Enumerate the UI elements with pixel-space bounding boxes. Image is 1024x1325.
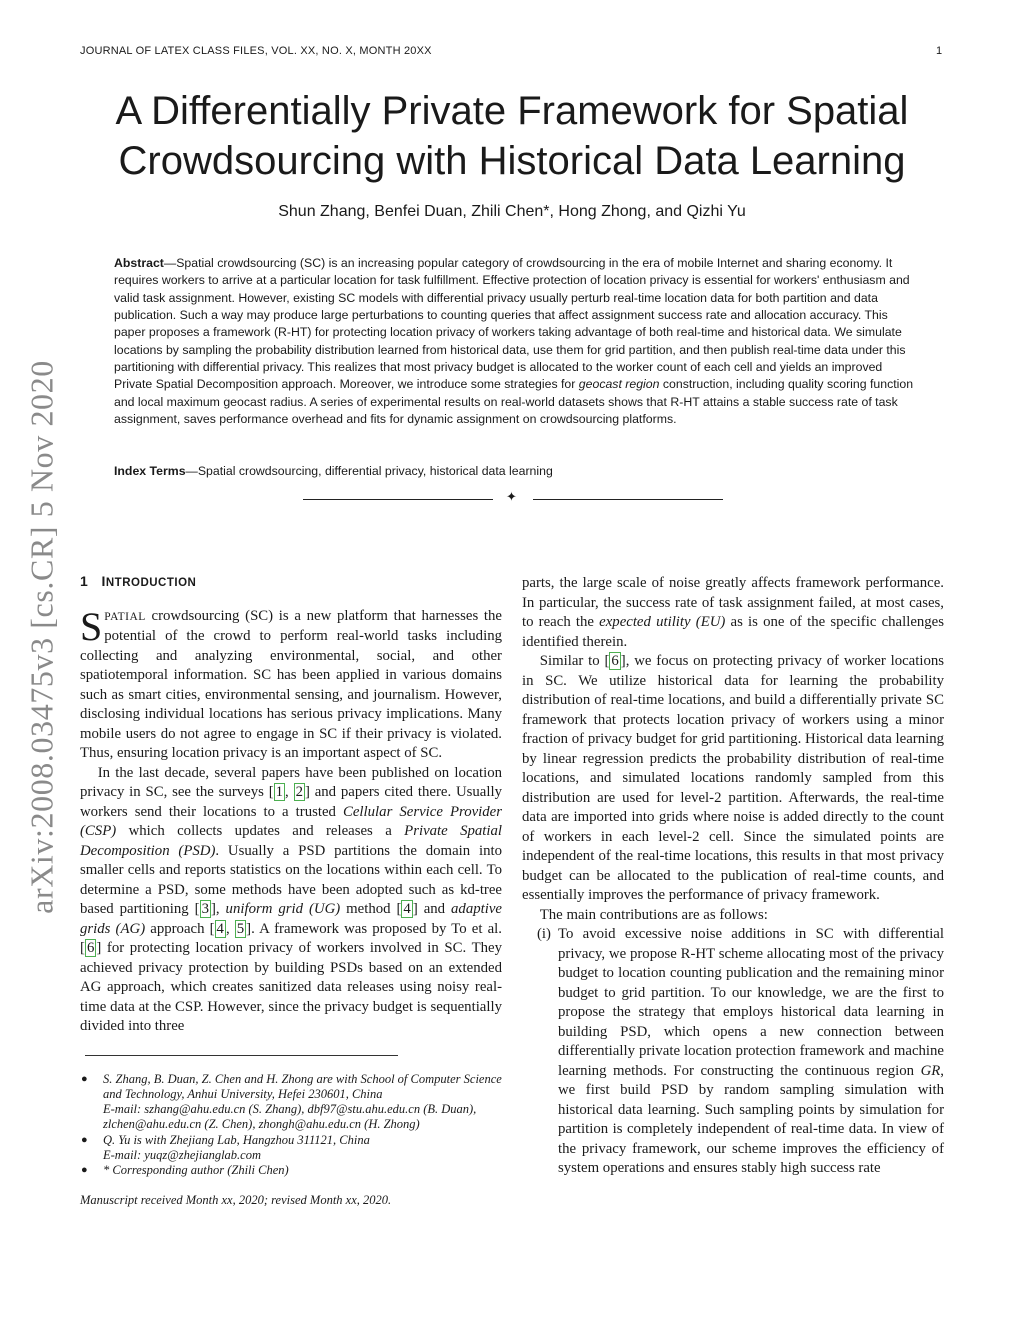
abstract-text-end: construction, including quality scoring function and local maximum geocast radius. A series of experimental results on real-world datasets shows that R-HT attains a stable success rate of task assignment, saves performance overhead and fits for dynamic assignment on crowdsourcing platforms. <box>114 377 914 427</box>
text-span: as is one of the specific challenges identified therein. <box>522 614 945 650</box>
text-span: , we focus on protecting privacy of worker locations in SC. We utilize historical data for learning the probability distribution of real-time locations, and build a differentially private SC framework that protects location privacy of workers using a minor fraction of privacy budget for grid partitioning. Historical data learning by linear regression predicts the probability distribution of real-time locations, and simulated locations randomly sampled from this distribution are used for level-2 partition. Afterwards, the real-time data are imported into grids where noise is added directly to the count of workers in each level-2 cell. Since the simulated points are independent of the real-time locations, this results in that most privacy budget can be allocated to the publication of real-time counts, and essentially improves the performance of privacy framework. <box>522 653 945 903</box>
text-span: and papers cited there. Usually workers send their locations to a trusted <box>80 784 502 820</box>
footnote-text: * Corresponding author (Zhili Chen) <box>103 1163 289 1178</box>
section-divider <box>303 489 723 504</box>
section-title-initial: I <box>101 573 106 589</box>
footnote-text: Q. Yu is with Zhejiang Lab, Hangzhou 311121, China <box>103 1132 370 1147</box>
intro-smallcaps: PATIAL <box>104 610 146 623</box>
term-eu: expected utility (EU) <box>599 614 726 630</box>
citation-link[interactable]: 5 <box>236 920 245 937</box>
authors: Shun Zhang, Benfei Duan, Zhili Chen*, Hong Zhong, and Qizhi Yu <box>278 203 746 220</box>
left-column <box>80 572 502 1208</box>
section-title-rest: NTRODUCTION <box>105 577 197 589</box>
running-head: JOURNAL OF LATEX CLASS FILES, VOL. XX, NO. X, MONTH 20XX <box>80 45 432 57</box>
arxiv-watermark: arXiv:2008.03475v3 [cs.CR] 5 Nov 2020 <box>23 360 60 914</box>
footnotes <box>80 1072 502 1208</box>
text-span: for protecting location privacy of workers involved in SC. They achieved privacy protection by building PSDs based on an extended AG approach, which creates sanitized data releases using noisy real-time data at the CSP. However, since the privacy budget is sequentially divided into three <box>80 940 502 1034</box>
bullet-icon: ● <box>81 1164 88 1177</box>
divider-line-left <box>303 499 493 500</box>
citation-link[interactable]: 2 <box>295 784 303 800</box>
text-span: . A framework was proposed by To et al. <box>251 920 502 937</box>
footnote-email: E-mail: szhang@ahu.edu.cn (S. Zhang), dbf97@stu.ahu.edu.cn (B. Duan), zlchen@ahu.edu.cn (Z. Chen), zhongh@ahu.edu.cn (H. Zhong) <box>103 1102 477 1132</box>
abstract-text: Spatial crowdsourcing (SC) is an increasing popular category of crowdsourcing in the era of mobile Internet and sharing economy. It requires workers to arrive at a particular location for task fulfillment. Effective protection of location privacy is essential for workers' enthusiasm and valid task assignment. However, existing SC models with differential privacy usually perturb real-time location data for both partition and data publication. Such a way may produce large perturbations to counting queries that affect assignment success rate and allocation accuracy. This paper proposes a framework (R-HT) for protecting location privacy of workers taking advantage of both real-time and historical data. We simulate locations by sampling the probability distribution learned from historical data, use them for grid partition, and then publish real-time data under this partitioning with differential privacy. This realizes that most privacy budget is allocated to the worker count of each cell and yields an improved Private Spatial Decomposition approach. Moreover, we introduce some strategies for <box>114 256 910 392</box>
text-span: and <box>423 901 446 917</box>
citation-link[interactable]: 3 <box>201 901 209 917</box>
text-span: parts, the large scale of noise greatly affects framework performance. In particular, the success rate of task assignment failed, at most cases, to reach the <box>522 575 944 630</box>
index-terms-label: Index Terms <box>114 464 186 478</box>
text-span: which collects updates and releases a <box>128 823 392 839</box>
bullet-icon: ● <box>81 1133 88 1146</box>
abstract-label: Abstract <box>114 256 164 270</box>
text-span: , we first build PSD by random sampling simulation with historical data learning. Such sampling points by simulation for partition is completely independent of real-time data. In view of the privacy framework, our scheme improves the efficiency of system operations and ensures stably high success rate <box>558 1062 944 1176</box>
footnote-affiliation-2 <box>80 1133 502 1164</box>
section-heading-introduction <box>80 572 502 594</box>
term-ug: uniform grid (UG) <box>225 901 341 917</box>
term-ag: adaptive grids (AG) <box>80 901 502 937</box>
footnote-email: E-mail: yuqz@zhejianglab.com <box>103 1147 262 1162</box>
manuscript-note: Manuscript received Month xx, 2020; revised Month xx, 2020. <box>80 1192 392 1207</box>
text-span: method <box>346 901 391 917</box>
term-psd: Private Spatial Decomposition (PSD) <box>80 823 503 859</box>
term-gr: GR <box>920 1062 941 1079</box>
term-csp: Cellular Service Provider (CSP) <box>80 803 503 839</box>
text-span: To avoid excessive noise additions in SC with differential privacy, we propose R-HT scheme allocating most of the privacy budget to location counting publication and the remaining minor budget to grid partition. To our knowledge, we are the first to propose the strategy that employs historical data learning in building PSD, which opens a new connection between differentially private location protection framework and machine learning methods. For constructing the continuous region <box>558 926 944 1079</box>
abstract: Abstract—Spatial crowdsourcing (SC) is an increasing popular category of crowdsourcing in the era of mobile Internet and sharing economy. It requires workers to arrive at a particular location for task fulfillment. Effective protection of location privacy is essential for workers' enthusiasm and valid task assignment. However, existing SC models with differential privacy usually perturb real-time location data for both partition and data publication. Such a way may produce large perturbations to counting queries that affect assignment success rate and allocation accuracy. This paper proposes a framework (R-HT) for protecting location privacy of workers taking advantage of both real-time and historical data. We simulate locations by sampling the probability distribution learned from historical data, use them for grid partition, and then publish real-time data under this partitioning with differential privacy. This realizes that most privacy budget is allocated to the worker count of each cell and yields an improved Private Spatial Decomposition approach. Moreover, we introduce some strategies for geocast region construction, including quality scoring function and local maximum geocast radius. A series of experimental results on real-world datasets shows that R-HT attains a stable success rate of task assignment, saves performance overhead and fits for dynamic assignment on crowdsourcing platforms. <box>114 256 914 427</box>
abstract-italic-term: geocast region <box>578 377 660 392</box>
intro-p1-text: crowdsourcing (SC) is a new platform that harnesses the potential of the crowd to perform real-world tasks including collecting and analyzing environmental, social, and other spatiotemporal information. SC has been applied in various domains such as smart cities, environmental sensing, and journalism. However, disclosing individual locations has serious privacy implications. Many mobile users do not agree to engage in SC if their privacy is violated. Thus, ensuring location privacy is an important aspect of SC. <box>80 607 502 761</box>
intro-paragraph-3 <box>522 574 944 652</box>
index-terms-text: Spatial crowdsourcing, differential privacy, historical data learning <box>197 464 553 478</box>
drop-cap: S <box>80 603 103 649</box>
citation-link[interactable]: 4 <box>403 901 411 917</box>
text-span: In the last decade, several papers have been published on location privacy in SC, see the surveys <box>80 764 502 800</box>
intro-paragraph-4: Similar to [ 6 ], we focus on protecting privacy of worker locations in SC. We utilize historical data for learning the probability distribution of real-time locations, and build a differentially private SC framework that protects location privacy of workers using a minor fraction of privacy budget for grid partitioning. Historical data learning by linear regression predicts the probability distribution of real-time locations, and simulated locations randomly sampled from this distribution are used for level-2 partition. Afterwards, the real-time data are imported into grids where noise is added directly to the count of workers in each level-2 cell. Since the simulated points are independent of the real-time locations, this results in that most privacy budget can be allocated to the publication of real-time counts, and essentially improves the performance of privacy framework. <box>522 653 945 903</box>
citation-link[interactable]: 4 <box>216 920 224 937</box>
contributions-intro: The main contributions are as follows: <box>539 906 768 923</box>
paper-title: A Differentially Private Framework for Spatial Crowdsourcing with Historical Data Learning <box>115 89 909 183</box>
citation-link[interactable]: 1 <box>275 784 284 800</box>
divider-star-icon: ✦ <box>506 489 517 504</box>
citation-link[interactable]: 6 <box>611 653 619 669</box>
footnote-corresponding <box>80 1163 502 1178</box>
text-span: approach <box>150 920 205 937</box>
page-number: 1 <box>936 45 943 57</box>
text-span: Similar to <box>539 653 600 669</box>
bullet-icon: ● <box>81 1072 88 1085</box>
footnote-text: S. Zhang, B. Duan, Z. Chen and H. Zhong are with School of Computer Science and Technology, Anhui University, Hefei 230601, China <box>103 1071 502 1101</box>
footnote-affiliation-1 <box>80 1072 502 1133</box>
section-number: 1 <box>80 573 89 589</box>
list-label: (i) <box>537 926 551 942</box>
divider-line-right <box>533 499 723 500</box>
index-terms: Index Terms—Spatial crowdsourcing, differential privacy, historical data learning <box>114 464 553 478</box>
citation-link[interactable]: 6 <box>86 940 95 956</box>
right-column <box>522 574 944 1179</box>
contribution-item-1 <box>522 925 944 1179</box>
intro-paragraph-2: In the last decade, several papers have been published on location privacy in SC, see the surveys [ 1 , 2 ] and papers cited there. Usually workers send their locations to a trusted Cellular Service Provider (CSP) which collects updates and releases a Private Spatial Decomposition (PSD). Usually a PSD partitions the domain into smaller cells and reports statistics on the locations within each cell. To determine a PSD, some methods have been adopted such as kd-tree based partitioning [ 3 ], uniform grid (UG) method [ 4 ] and adaptive grids (AG) approach [ 4 , 5 ]. A framework was proposed by To et al. [ 6 ] for protecting location privacy of workers involved in SC. They achieved privacy protection by building PSDs based on an extended AG approach, which creates sanitized data releases using noisy real-time data at the CSP. However, since the privacy budget is sequentially divided into three <box>80 764 503 1034</box>
text-span: . Usually a PSD partitions the domain into smaller cells and reports statistics on the locations within each cell. To determine a PSD, some methods have been adopted such as kd-tree based partitioning <box>80 842 502 917</box>
intro-paragraph-1 <box>80 603 502 764</box>
footnote-separator <box>85 1055 398 1056</box>
